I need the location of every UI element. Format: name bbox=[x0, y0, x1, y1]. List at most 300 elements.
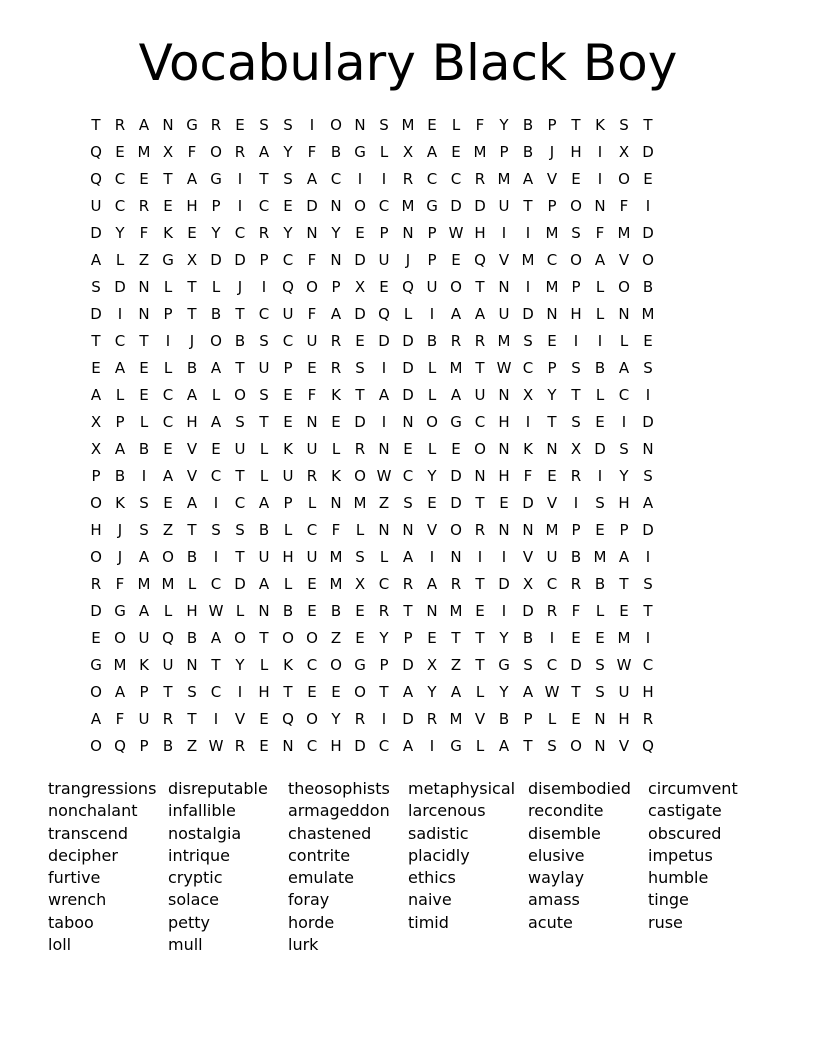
grid-letter: Z bbox=[378, 494, 390, 512]
grid-letter: D bbox=[522, 305, 534, 323]
grid-letter: Q bbox=[282, 278, 294, 296]
grid-letter: O bbox=[306, 629, 318, 647]
grid-letter: O bbox=[114, 629, 126, 647]
grid-letter: E bbox=[595, 521, 605, 539]
grid-letter: I bbox=[381, 413, 387, 431]
grid-letter: R bbox=[474, 521, 486, 539]
grid-letter: M bbox=[545, 278, 559, 296]
grid-letter: S bbox=[355, 548, 365, 566]
grid-letter: H bbox=[570, 305, 582, 323]
grid-letter: Q bbox=[90, 170, 102, 188]
grid-letter: U bbox=[498, 197, 510, 215]
word-list-item: impetus bbox=[648, 845, 713, 865]
grid-letter: A bbox=[114, 683, 126, 701]
grid-letter: A bbox=[426, 575, 438, 593]
grid-letter: N bbox=[138, 278, 150, 296]
grid-letter: N bbox=[498, 440, 510, 458]
word-list-item: taboo bbox=[48, 912, 94, 932]
grid-letter: I bbox=[237, 170, 243, 188]
grid-letter: L bbox=[379, 143, 389, 161]
grid-letter: M bbox=[401, 197, 415, 215]
grid-letter: D bbox=[114, 278, 126, 296]
word-column bbox=[288, 778, 408, 956]
grid-letter: U bbox=[138, 710, 150, 728]
grid-letter: I bbox=[237, 197, 243, 215]
grid-letter: E bbox=[499, 494, 509, 512]
grid-letter: O bbox=[90, 548, 102, 566]
grid-letter: U bbox=[306, 440, 318, 458]
grid-letter: C bbox=[378, 197, 390, 215]
grid-letter: A bbox=[210, 359, 222, 377]
grid-letter: P bbox=[499, 143, 509, 161]
grid-letter: F bbox=[523, 467, 533, 485]
grid-row bbox=[84, 328, 660, 355]
grid-letter: U bbox=[618, 683, 630, 701]
grid-letter: V bbox=[474, 710, 486, 728]
grid-letter: T bbox=[211, 656, 221, 674]
grid-letter: R bbox=[210, 116, 222, 134]
grid-letter: J bbox=[549, 143, 555, 161]
grid-letter: U bbox=[306, 332, 318, 350]
grid-letter: M bbox=[137, 575, 151, 593]
word-list-item: contrite bbox=[288, 845, 351, 865]
grid-letter: L bbox=[187, 575, 197, 593]
grid-letter: T bbox=[403, 602, 413, 620]
grid-letter: A bbox=[258, 494, 270, 512]
grid-letter: M bbox=[617, 224, 631, 242]
grid-letter: Y bbox=[499, 629, 509, 647]
grid-letter: N bbox=[378, 521, 390, 539]
word-list-item: disemble bbox=[528, 823, 601, 843]
grid-letter: A bbox=[642, 494, 654, 512]
grid-letter: L bbox=[283, 521, 293, 539]
grid-letter: O bbox=[354, 467, 366, 485]
grid-letter: C bbox=[114, 332, 126, 350]
grid-letter: O bbox=[90, 683, 102, 701]
grid-letter: L bbox=[235, 602, 245, 620]
grid-letter: M bbox=[161, 575, 175, 593]
grid-letter: S bbox=[211, 521, 221, 539]
grid-letter: C bbox=[378, 575, 390, 593]
grid-letter: M bbox=[593, 548, 607, 566]
grid-letter: D bbox=[522, 494, 534, 512]
grid-letter: M bbox=[329, 548, 343, 566]
grid-letter: Q bbox=[378, 305, 390, 323]
grid-letter: P bbox=[427, 251, 437, 269]
grid-letter: P bbox=[163, 305, 173, 323]
word-list-item: nostalgia bbox=[168, 823, 242, 843]
grid-letter: S bbox=[259, 386, 269, 404]
grid-letter: B bbox=[570, 548, 582, 566]
grid-letter: P bbox=[139, 683, 149, 701]
grid-letter: L bbox=[355, 521, 365, 539]
grid-letter: E bbox=[331, 413, 341, 431]
grid-letter: T bbox=[379, 683, 389, 701]
word-list-item: humble bbox=[648, 868, 709, 888]
grid-letter: U bbox=[258, 548, 270, 566]
grid-letter: R bbox=[474, 332, 486, 350]
grid-letter: C bbox=[522, 359, 534, 377]
grid-letter: A bbox=[138, 548, 150, 566]
grid-letter: T bbox=[235, 359, 245, 377]
grid-letter: S bbox=[379, 116, 389, 134]
grid-letter: F bbox=[475, 116, 485, 134]
grid-letter: Q bbox=[282, 710, 294, 728]
grid-letter: S bbox=[403, 494, 413, 512]
grid-letter: C bbox=[162, 386, 174, 404]
grid-letter: S bbox=[259, 332, 269, 350]
word-list-item: furtive bbox=[48, 868, 101, 888]
grid-letter: O bbox=[162, 548, 174, 566]
grid-letter: F bbox=[331, 521, 341, 539]
grid-letter: I bbox=[141, 467, 147, 485]
grid-letter: L bbox=[259, 467, 269, 485]
grid-letter: E bbox=[307, 602, 317, 620]
grid-letter: Y bbox=[331, 224, 341, 242]
grid-letter: X bbox=[522, 386, 534, 404]
grid-letter: E bbox=[307, 359, 317, 377]
grid-letter: T bbox=[355, 386, 365, 404]
grid-letter: O bbox=[210, 143, 222, 161]
grid-row bbox=[84, 436, 660, 463]
grid-letter: E bbox=[139, 170, 149, 188]
grid-letter: I bbox=[429, 548, 435, 566]
grid-letter: N bbox=[330, 197, 342, 215]
grid-row bbox=[84, 355, 660, 382]
grid-letter: K bbox=[523, 440, 533, 458]
grid-letter: C bbox=[450, 170, 462, 188]
grid-letter: F bbox=[139, 224, 149, 242]
grid-row bbox=[84, 193, 660, 220]
grid-letter: I bbox=[621, 413, 627, 431]
grid-letter: E bbox=[139, 359, 149, 377]
grid-letter: R bbox=[162, 710, 174, 728]
grid-letter: O bbox=[570, 251, 582, 269]
word-list-item: infallible bbox=[168, 801, 236, 821]
grid-letter: R bbox=[570, 467, 582, 485]
grid-letter: L bbox=[115, 251, 125, 269]
grid-letter: S bbox=[235, 413, 245, 431]
grid-letter: A bbox=[618, 548, 630, 566]
grid-letter: T bbox=[283, 683, 293, 701]
grid-letter: L bbox=[163, 278, 173, 296]
word-list-item: theosophists bbox=[288, 779, 390, 798]
grid-letter: L bbox=[547, 710, 557, 728]
grid-letter: N bbox=[330, 494, 342, 512]
grid-letter: S bbox=[547, 737, 557, 755]
word-list-item: ethics bbox=[408, 868, 456, 888]
letter-grid bbox=[84, 112, 660, 760]
grid-letter: F bbox=[307, 143, 317, 161]
word-list-item: recondite bbox=[528, 801, 604, 821]
grid-letter: A bbox=[186, 494, 198, 512]
grid-letter: E bbox=[259, 710, 269, 728]
grid-letter: T bbox=[475, 359, 485, 377]
grid-letter: N bbox=[618, 305, 630, 323]
grid-letter: I bbox=[429, 737, 435, 755]
grid-letter: Z bbox=[330, 629, 342, 647]
grid-letter: K bbox=[331, 386, 341, 404]
grid-letter: Q bbox=[114, 737, 126, 755]
grid-letter: M bbox=[641, 305, 655, 323]
word-list-item: timid bbox=[408, 912, 449, 932]
grid-letter: G bbox=[114, 602, 126, 620]
grid-letter: T bbox=[259, 629, 269, 647]
grid-letter: T bbox=[619, 575, 629, 593]
word-list-item: acute bbox=[528, 912, 573, 932]
grid-letter: H bbox=[330, 737, 342, 755]
grid-letter: C bbox=[306, 656, 318, 674]
grid-letter: Y bbox=[283, 224, 293, 242]
grid-letter: C bbox=[210, 575, 222, 593]
grid-letter: Y bbox=[211, 224, 221, 242]
grid-letter: T bbox=[259, 170, 269, 188]
grid-letter: Z bbox=[162, 521, 174, 539]
grid-letter: Q bbox=[162, 629, 174, 647]
grid-letter: S bbox=[187, 683, 197, 701]
grid-letter: I bbox=[597, 467, 603, 485]
grid-letter: E bbox=[91, 629, 101, 647]
grid-letter: H bbox=[618, 710, 630, 728]
grid-letter: X bbox=[426, 656, 438, 674]
grid-letter: L bbox=[475, 737, 485, 755]
grid-letter: D bbox=[474, 197, 486, 215]
grid-letter: P bbox=[571, 521, 581, 539]
grid-letter: L bbox=[259, 656, 269, 674]
grid-letter: N bbox=[354, 116, 366, 134]
grid-letter: O bbox=[210, 332, 222, 350]
grid-letter: U bbox=[138, 629, 150, 647]
grid-letter: C bbox=[306, 737, 318, 755]
grid-letter: I bbox=[357, 170, 363, 188]
grid-letter: I bbox=[573, 332, 579, 350]
word-list-item: amass bbox=[528, 890, 580, 910]
grid-letter: J bbox=[189, 332, 195, 350]
grid-letter: A bbox=[618, 359, 630, 377]
grid-letter: N bbox=[186, 656, 198, 674]
grid-letter: L bbox=[595, 386, 605, 404]
grid-letter: T bbox=[475, 575, 485, 593]
grid-letter: W bbox=[616, 656, 632, 674]
grid-letter: T bbox=[91, 116, 101, 134]
grid-letter: B bbox=[522, 116, 534, 134]
grid-letter: B bbox=[498, 710, 510, 728]
grid-letter: R bbox=[306, 467, 318, 485]
grid-letter: X bbox=[354, 575, 366, 593]
grid-letter: O bbox=[450, 278, 462, 296]
grid-letter: M bbox=[401, 116, 415, 134]
grid-letter: E bbox=[163, 197, 173, 215]
grid-letter: D bbox=[498, 575, 510, 593]
grid-letter: W bbox=[376, 467, 392, 485]
grid-letter: C bbox=[114, 197, 126, 215]
grid-letter: C bbox=[282, 251, 294, 269]
grid-letter: T bbox=[475, 629, 485, 647]
grid-letter: O bbox=[354, 683, 366, 701]
grid-letter: E bbox=[331, 683, 341, 701]
grid-letter: U bbox=[378, 251, 390, 269]
grid-letter: X bbox=[186, 251, 198, 269]
grid-letter: O bbox=[354, 197, 366, 215]
grid-letter: N bbox=[594, 197, 606, 215]
grid-letter: T bbox=[571, 386, 581, 404]
grid-letter: J bbox=[117, 521, 123, 539]
grid-letter: L bbox=[427, 359, 437, 377]
grid-letter: F bbox=[595, 224, 605, 242]
grid-letter: U bbox=[282, 467, 294, 485]
grid-letter: P bbox=[379, 656, 389, 674]
grid-letter: T bbox=[451, 629, 461, 647]
grid-letter: J bbox=[405, 251, 411, 269]
grid-letter: R bbox=[354, 440, 366, 458]
grid-letter: F bbox=[571, 602, 581, 620]
grid-letter: A bbox=[138, 602, 150, 620]
grid-letter: L bbox=[427, 440, 437, 458]
grid-letter: W bbox=[448, 224, 464, 242]
grid-letter: H bbox=[618, 494, 630, 512]
grid-letter: I bbox=[381, 359, 387, 377]
grid-letter: T bbox=[91, 332, 101, 350]
grid-letter: H bbox=[186, 413, 198, 431]
word-list-item: ruse bbox=[648, 912, 683, 932]
grid-letter: A bbox=[522, 170, 534, 188]
grid-letter: Y bbox=[619, 467, 629, 485]
grid-letter: H bbox=[90, 521, 102, 539]
grid-letter: L bbox=[403, 305, 413, 323]
grid-letter: I bbox=[381, 710, 387, 728]
grid-letter: E bbox=[403, 440, 413, 458]
grid-row bbox=[84, 463, 660, 490]
word-list-item: decipher bbox=[48, 845, 118, 865]
grid-letter: A bbox=[186, 386, 198, 404]
grid-letter: T bbox=[475, 656, 485, 674]
grid-letter: I bbox=[165, 332, 171, 350]
grid-letter: L bbox=[283, 575, 293, 593]
grid-letter: U bbox=[426, 278, 438, 296]
grid-letter: X bbox=[90, 440, 102, 458]
grid-letter: T bbox=[475, 278, 485, 296]
grid-letter: V bbox=[498, 251, 510, 269]
grid-letter: K bbox=[331, 467, 341, 485]
grid-letter: I bbox=[525, 413, 531, 431]
grid-letter: L bbox=[163, 602, 173, 620]
grid-letter: D bbox=[90, 224, 102, 242]
grid-letter: Z bbox=[450, 656, 462, 674]
word-list-item: elusive bbox=[528, 845, 585, 865]
grid-letter: O bbox=[90, 494, 102, 512]
word-list-item: horde bbox=[288, 912, 335, 932]
grid-letter: Q bbox=[402, 278, 414, 296]
grid-letter: A bbox=[90, 386, 102, 404]
grid-letter: C bbox=[114, 170, 126, 188]
grid-letter: T bbox=[259, 413, 269, 431]
grid-letter: A bbox=[426, 143, 438, 161]
grid-row bbox=[84, 490, 660, 517]
grid-letter: E bbox=[307, 575, 317, 593]
grid-letter: E bbox=[115, 143, 125, 161]
grid-letter: C bbox=[306, 521, 318, 539]
grid-letter: N bbox=[522, 521, 534, 539]
grid-letter: M bbox=[353, 494, 367, 512]
grid-letter: O bbox=[450, 521, 462, 539]
grid-letter: G bbox=[354, 143, 366, 161]
grid-letter: U bbox=[282, 305, 294, 323]
grid-letter: L bbox=[139, 413, 149, 431]
grid-letter: A bbox=[450, 305, 462, 323]
grid-letter: H bbox=[498, 467, 510, 485]
grid-letter: M bbox=[497, 332, 511, 350]
grid-letter: P bbox=[427, 224, 437, 242]
grid-letter: X bbox=[90, 413, 102, 431]
grid-letter: D bbox=[450, 197, 462, 215]
grid-letter: T bbox=[139, 332, 149, 350]
grid-letter: F bbox=[307, 386, 317, 404]
grid-letter: D bbox=[90, 305, 102, 323]
grid-letter: C bbox=[258, 197, 270, 215]
grid-row bbox=[84, 409, 660, 436]
grid-letter: K bbox=[283, 656, 293, 674]
grid-letter: C bbox=[330, 170, 342, 188]
grid-letter: A bbox=[114, 440, 126, 458]
grid-letter: S bbox=[523, 656, 533, 674]
grid-letter: T bbox=[475, 494, 485, 512]
grid-letter: E bbox=[283, 386, 293, 404]
grid-letter: D bbox=[354, 737, 366, 755]
word-column bbox=[48, 778, 168, 956]
grid-letter: A bbox=[210, 629, 222, 647]
grid-letter: R bbox=[402, 170, 414, 188]
grid-letter: O bbox=[330, 656, 342, 674]
grid-letter: F bbox=[619, 197, 629, 215]
grid-letter: B bbox=[522, 143, 534, 161]
word-column bbox=[528, 778, 648, 956]
grid-letter: U bbox=[162, 656, 174, 674]
grid-letter: K bbox=[595, 116, 605, 134]
grid-letter: G bbox=[426, 197, 438, 215]
grid-letter: Y bbox=[235, 656, 245, 674]
grid-row bbox=[84, 544, 660, 571]
grid-letter: B bbox=[162, 737, 174, 755]
grid-letter: D bbox=[354, 305, 366, 323]
grid-row bbox=[84, 733, 660, 760]
grid-letter: O bbox=[234, 629, 246, 647]
grid-letter: B bbox=[258, 521, 270, 539]
grid-letter: Y bbox=[283, 143, 293, 161]
grid-letter: T bbox=[235, 305, 245, 323]
grid-letter: I bbox=[573, 494, 579, 512]
grid-letter: G bbox=[354, 656, 366, 674]
word-list-item: petty bbox=[168, 912, 211, 932]
grid-letter: R bbox=[114, 116, 126, 134]
grid-letter: E bbox=[571, 629, 581, 647]
word-column bbox=[648, 778, 768, 956]
grid-row bbox=[84, 706, 660, 733]
grid-letter: E bbox=[259, 737, 269, 755]
word-list-item: intrique bbox=[168, 845, 231, 865]
grid-letter: A bbox=[522, 683, 534, 701]
grid-letter: S bbox=[139, 494, 149, 512]
word-list-item: armageddon bbox=[288, 801, 390, 821]
grid-letter: X bbox=[522, 575, 534, 593]
word-list-item: wrench bbox=[48, 890, 107, 910]
grid-letter: G bbox=[210, 170, 222, 188]
grid-row bbox=[84, 517, 660, 544]
grid-letter: N bbox=[306, 413, 318, 431]
grid-letter: B bbox=[330, 143, 342, 161]
word-list-item: disreputable bbox=[168, 779, 268, 798]
grid-letter: F bbox=[115, 710, 125, 728]
grid-letter: V bbox=[234, 710, 246, 728]
